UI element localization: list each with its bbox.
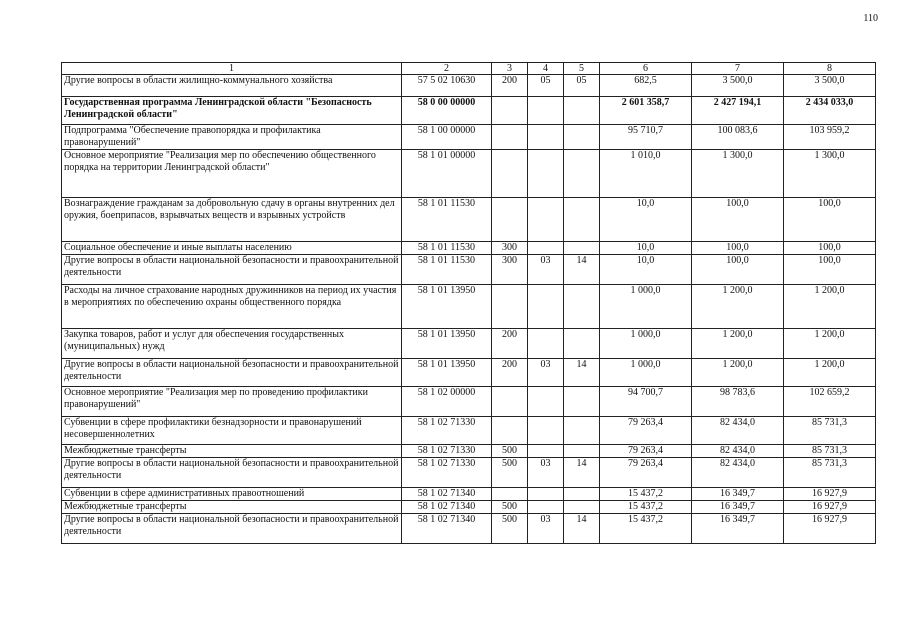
table-header-row (62, 63, 876, 75)
row-value-col7-cell: 82 434,0 (692, 417, 784, 445)
row-expense-type-cell: 200 (492, 359, 528, 387)
row-name-cell: Субвенции в сфере профилактики безнадзорности и правонарушений несовершеннолетних (62, 417, 402, 445)
row-expense-type-cell (492, 285, 528, 329)
row-value-col7-cell: 1 300,0 (692, 150, 784, 198)
table-row (62, 198, 876, 242)
row-code-cell: 58 1 02 71340 (402, 514, 492, 544)
table-row (62, 445, 876, 458)
row-value-col6-cell: 1 010,0 (600, 150, 692, 198)
row-value-col6-cell: 682,5 (600, 75, 692, 97)
row-name-cell: Другие вопросы в области национальной безопасности и правоохранительной деятельности (62, 458, 402, 488)
row-expense-type-cell (492, 387, 528, 417)
row-value-col8-cell: 2 434 033,0 (784, 97, 876, 125)
header-cell: 8 (784, 63, 876, 75)
row-expense-type-cell (492, 488, 528, 501)
row-section-cell (528, 501, 564, 514)
header-cell: 1 (62, 63, 402, 75)
row-name-cell: Социальное обеспечение и иные выплаты населению (62, 242, 402, 255)
row-name-cell: Межбюджетные трансферты (62, 501, 402, 514)
row-name-cell: Субвенции в сфере административных правоотношений (62, 488, 402, 501)
row-value-col7-cell: 82 434,0 (692, 458, 784, 488)
row-expense-type-cell: 500 (492, 514, 528, 544)
table-row (62, 514, 876, 544)
row-subsection-cell (564, 329, 600, 359)
row-value-col6-cell: 15 437,2 (600, 514, 692, 544)
row-subsection-cell: 14 (564, 458, 600, 488)
table-row (62, 417, 876, 445)
row-expense-type-cell: 500 (492, 445, 528, 458)
row-value-col7-cell: 16 349,7 (692, 514, 784, 544)
row-section-cell (528, 329, 564, 359)
row-code-cell: 58 1 02 71330 (402, 458, 492, 488)
row-value-col6-cell: 15 437,2 (600, 488, 692, 501)
row-value-col7-cell: 3 500,0 (692, 75, 784, 97)
table-row (62, 125, 876, 150)
row-section-cell (528, 242, 564, 255)
row-code-cell: 58 1 01 11530 (402, 255, 492, 285)
header-cell: 3 (492, 63, 528, 75)
row-subsection-cell: 05 (564, 75, 600, 97)
row-value-col8-cell: 85 731,3 (784, 417, 876, 445)
row-code-cell: 58 1 02 71340 (402, 488, 492, 501)
row-code-cell: 58 1 01 13950 (402, 329, 492, 359)
row-section-cell: 03 (528, 458, 564, 488)
row-name-cell: Другие вопросы в области национальной безопасности и правоохранительной деятельности (62, 359, 402, 387)
row-name-cell: Государственная программа Ленинградской области "Безопасность Ленинградской области" (62, 97, 402, 125)
table-row (62, 458, 876, 488)
row-expense-type-cell: 200 (492, 329, 528, 359)
row-expense-type-cell: 200 (492, 75, 528, 97)
row-expense-type-cell (492, 125, 528, 150)
row-section-cell: 03 (528, 255, 564, 285)
row-value-col7-cell: 82 434,0 (692, 445, 784, 458)
row-expense-type-cell (492, 417, 528, 445)
row-value-col7-cell: 100,0 (692, 198, 784, 242)
row-subsection-cell (564, 242, 600, 255)
row-code-cell: 58 1 02 71330 (402, 445, 492, 458)
row-section-cell (528, 387, 564, 417)
row-code-cell: 58 1 02 71330 (402, 417, 492, 445)
table-row (62, 255, 876, 285)
row-subsection-cell (564, 150, 600, 198)
row-value-col6-cell: 79 263,4 (600, 445, 692, 458)
row-section-cell: 03 (528, 359, 564, 387)
row-subsection-cell (564, 488, 600, 501)
row-name-cell: Другие вопросы в области национальной безопасности и правоохранительной деятельности (62, 514, 402, 544)
row-value-col8-cell: 103 959,2 (784, 125, 876, 150)
row-section-cell (528, 417, 564, 445)
row-name-cell: Вознаграждение гражданам за добровольную сдачу в органы внутренних дел оружия, боеприпасов, взрывчатых веществ и взрывных устройств (62, 198, 402, 242)
row-code-cell: 58 1 01 00000 (402, 150, 492, 198)
table-row (62, 97, 876, 125)
row-name-cell: Основное мероприятие "Реализация мер по обеспечению общественного порядка на территории Ленинградской области" (62, 150, 402, 198)
row-subsection-cell: 14 (564, 514, 600, 544)
row-value-col6-cell: 15 437,2 (600, 501, 692, 514)
row-value-col6-cell: 95 710,7 (600, 125, 692, 150)
header-cell: 4 (528, 63, 564, 75)
table-row (62, 150, 876, 198)
table-row (62, 387, 876, 417)
header-cell: 6 (600, 63, 692, 75)
table-row (62, 242, 876, 255)
row-subsection-cell (564, 417, 600, 445)
row-code-cell: 57 5 02 10630 (402, 75, 492, 97)
row-subsection-cell: 14 (564, 255, 600, 285)
row-value-col7-cell: 100 083,6 (692, 125, 784, 150)
row-value-col8-cell: 85 731,3 (784, 458, 876, 488)
row-section-cell (528, 285, 564, 329)
row-value-col8-cell: 102 659,2 (784, 387, 876, 417)
table-row (62, 285, 876, 329)
row-code-cell: 58 1 02 00000 (402, 387, 492, 417)
budget-table (61, 62, 876, 544)
table-row (62, 329, 876, 359)
row-name-cell: Основное мероприятие "Реализация мер по проведению профилактики правонарушений" (62, 387, 402, 417)
row-name-cell: Закупка товаров, работ и услуг для обеспечения государственных (муниципальных) нужд (62, 329, 402, 359)
row-value-col6-cell: 10,0 (600, 242, 692, 255)
row-section-cell (528, 445, 564, 458)
row-value-col6-cell: 1 000,0 (600, 329, 692, 359)
row-value-col8-cell: 16 927,9 (784, 501, 876, 514)
row-value-col7-cell: 16 349,7 (692, 501, 784, 514)
row-name-cell: Подпрограмма "Обеспечение правопорядка и профилактика правонарушений" (62, 125, 402, 150)
table-row (62, 488, 876, 501)
row-subsection-cell (564, 125, 600, 150)
row-expense-type-cell (492, 97, 528, 125)
row-expense-type-cell: 500 (492, 501, 528, 514)
row-value-col8-cell: 16 927,9 (784, 514, 876, 544)
table-row (62, 359, 876, 387)
row-subsection-cell (564, 97, 600, 125)
row-expense-type-cell: 500 (492, 458, 528, 488)
row-value-col6-cell: 10,0 (600, 198, 692, 242)
row-value-col8-cell: 1 200,0 (784, 285, 876, 329)
row-section-cell (528, 97, 564, 125)
row-value-col6-cell: 79 263,4 (600, 458, 692, 488)
row-section-cell: 05 (528, 75, 564, 97)
row-expense-type-cell (492, 150, 528, 198)
row-value-col6-cell: 79 263,4 (600, 417, 692, 445)
row-value-col6-cell: 2 601 358,7 (600, 97, 692, 125)
row-name-cell: Другие вопросы в области национальной безопасности и правоохранительной деятельности (62, 255, 402, 285)
header-cell: 2 (402, 63, 492, 75)
row-subsection-cell (564, 198, 600, 242)
row-name-cell: Расходы на личное страхование народных дружинников на период их участия в мероприятиях по обеспечению охраны общественного порядка (62, 285, 402, 329)
row-value-col7-cell: 100,0 (692, 242, 784, 255)
row-value-col8-cell: 100,0 (784, 242, 876, 255)
row-value-col7-cell: 16 349,7 (692, 488, 784, 501)
row-subsection-cell (564, 387, 600, 417)
row-value-col6-cell: 94 700,7 (600, 387, 692, 417)
row-value-col8-cell: 85 731,3 (784, 445, 876, 458)
row-code-cell: 58 1 02 71340 (402, 501, 492, 514)
header-cell: 5 (564, 63, 600, 75)
row-value-col8-cell: 3 500,0 (784, 75, 876, 97)
row-subsection-cell: 14 (564, 359, 600, 387)
row-subsection-cell (564, 445, 600, 458)
row-section-cell (528, 488, 564, 501)
row-value-col6-cell: 10,0 (600, 255, 692, 285)
row-code-cell: 58 1 01 13950 (402, 359, 492, 387)
row-value-col8-cell: 1 300,0 (784, 150, 876, 198)
row-subsection-cell (564, 501, 600, 514)
row-value-col7-cell: 100,0 (692, 255, 784, 285)
row-value-col6-cell: 1 000,0 (600, 359, 692, 387)
table-row (62, 75, 876, 97)
row-value-col8-cell: 1 200,0 (784, 359, 876, 387)
row-value-col8-cell: 1 200,0 (784, 329, 876, 359)
row-subsection-cell (564, 285, 600, 329)
row-value-col7-cell: 1 200,0 (692, 329, 784, 359)
row-value-col8-cell: 16 927,9 (784, 488, 876, 501)
row-code-cell: 58 1 01 13950 (402, 285, 492, 329)
row-expense-type-cell: 300 (492, 255, 528, 285)
row-value-col7-cell: 1 200,0 (692, 285, 784, 329)
row-value-col7-cell: 2 427 194,1 (692, 97, 784, 125)
header-cell: 7 (692, 63, 784, 75)
row-value-col6-cell: 1 000,0 (600, 285, 692, 329)
row-section-cell (528, 198, 564, 242)
page-number: 110 (863, 13, 878, 24)
row-name-cell: Межбюджетные трансферты (62, 445, 402, 458)
table-row (62, 501, 876, 514)
row-value-col8-cell: 100,0 (784, 255, 876, 285)
row-code-cell: 58 1 01 11530 (402, 198, 492, 242)
row-expense-type-cell (492, 198, 528, 242)
row-section-cell (528, 150, 564, 198)
row-section-cell (528, 125, 564, 150)
row-value-col7-cell: 1 200,0 (692, 359, 784, 387)
row-code-cell: 58 0 00 00000 (402, 97, 492, 125)
row-code-cell: 58 1 01 11530 (402, 242, 492, 255)
row-value-col7-cell: 98 783,6 (692, 387, 784, 417)
row-name-cell: Другие вопросы в области жилищно-коммунального хозяйства (62, 75, 402, 97)
row-value-col8-cell: 100,0 (784, 198, 876, 242)
row-expense-type-cell: 300 (492, 242, 528, 255)
row-section-cell: 03 (528, 514, 564, 544)
row-code-cell: 58 1 00 00000 (402, 125, 492, 150)
